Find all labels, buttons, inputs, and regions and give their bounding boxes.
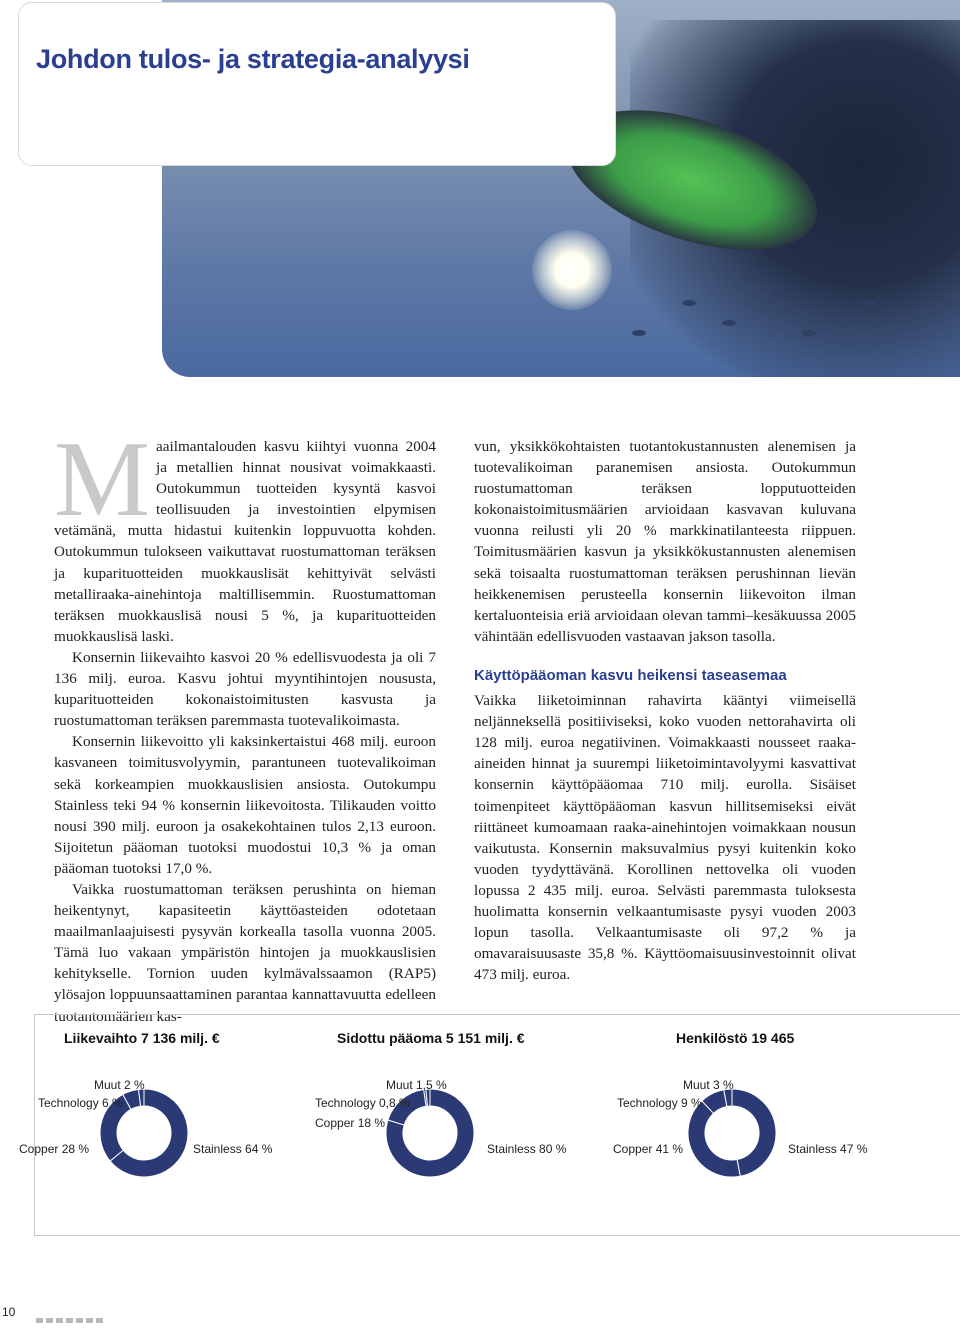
fish [722,320,736,326]
slice-label: Copper 18 % [315,1116,386,1130]
slice-label: Muut 2 % [94,1078,145,1092]
chart-title: Liikevaihto 7 136 milj. € [64,1030,220,1046]
slice-label: Copper 28 % [19,1142,90,1156]
page-decor-squares [36,1310,106,1328]
paragraph: Konsernin liikevaihto kasvoi 20 % edellisvuodesta ja oli 7 136 milj. euroa. Kasvu johtui myyntihintojen noususta, kuparituotteiden kokonaistoimitusten kasvusta ja ruostumattoman teräksen paremmasta tuotevalikoimasta. [54,648,436,730]
chart-title: Henkilöstö 19 465 [676,1030,795,1046]
donut-slice-stainless [732,1089,776,1176]
fish [632,330,646,336]
fish [772,290,786,296]
diver-light [532,230,612,310]
slice-label: Technology 9 % [617,1096,702,1110]
slice-label: Technology 0,8 % [315,1096,410,1110]
fish [802,330,816,336]
slice-label: Muut 3 % [683,1078,734,1092]
slice-label: Muut 1,5 % [386,1078,447,1092]
page-title: Johdon tulos- ja strategia-analyysi [36,44,470,74]
chart-title: Sidottu pääoma 5 151 milj. € [337,1030,525,1046]
section-heading: Käyttöpääoman kasvu heikensi taseasemaa [474,666,787,684]
fish [682,300,696,306]
title-box [18,2,616,166]
slice-label: Technology 6 % [38,1096,123,1110]
fish [862,300,876,306]
page-number: 10 [2,1305,16,1319]
paragraph: vun, yksikkökohtaisten tuotantokustannusten alenemisen ja tuotevalikoiman paranemisen ansiosta. Outokummun ruostumattoman teräksen lopputuotteiden kokonaistoimitusmäärien arvioidaan kasvavan kuluvana vuonna reilusti yli 20 % markkinatilanteesta riippuen. Toimitusmäärien kasvun ja yksikkökustannusten alenemisen sekä toisaalta ruostumattoman teräksen perushinnan lievän heikkenemisen perusteella konsernin liikevoiton ilman kertaluonteisia eriä arvioidaan olevan tammi–kesäkuussa 2005 vähintään edellisvuoden vastaavan jakson tasolla. [474,438,856,645]
paragraph: Vaikka liiketoiminnan rahavirta kääntyi viimeisellä neljänneksellä positiiviseksi, koko vuoden nettorahavirta oli 128 milj. euroa negatiivinen. Voimakkaasti nousseet raaka-aineiden hinnat ja suurempi liiketoimintavolyymi kasvattivat konsernin käyttöpääomaa 710 milj. eurolla. Sisäiset toimenpiteet käyttöpääoman kasvun hillitsemiseksi eivät riittäneet kumoamaan raaka-ainehintojen voimakkaan nousun vaikutusta. Konsernin maksuvalmius pysyi kuitenkin koko vuoden tyydyttävänä. Korollinen nettovelka oli vuoden lopussa 2 435 milj. euroa. Selvästi paremmasta tuloksesta huolimatta konsernin velkaantumisaste pysyi vuoden 2003 lopun tasolla. Velkaantumisaste oli 97,2 % ja omavaraisuusaste 35,8 %. Käyttöomaisuusinvestoinnit olivat 473 milj. euroa. [474,692,856,984]
paragraph: Konsernin liikevoitto yli kaksinkertaistui 468 milj. euroon kasvaneen toimitusvolyymin, parantuneen tuotevalikoiman sekä korkeampien muokkauslisien ansiosta. Outokumpu Stainless teki 94 % konsernin liikevoitosta. Tilikauden voitto nousi 390 milj. euroon ja osakekohtainen tulos 2,13 euroon. Sijoitetun pääoman tuotoksi muodostui 10,3 % ja oman pääoman tuotoksi 17,0 %. [54,733,436,877]
slice-label: Copper 41 % [613,1142,684,1156]
slice-label: Stainless 80 % [487,1142,567,1156]
slice-label: Stainless 64 % [193,1142,273,1156]
slice-label: Stainless 47 % [788,1142,868,1156]
paragraph: Vaikka ruostumattoman teräksen perushinta on hieman heikentynyt, kapasiteetin käyttöasteiden odotetaan maailmanlaajuisesti pysyvän korkealla tasolla vuonna 2005. Tämä luo vakaan ympäristön hintojen ja muokkauslisien kehitykselle. Tornion uuden kylmävalssaamon (RAP5) ylösajon loppuunsaattaminen parantaa kannattavuutta edelleen tuotantomäärien kas- [54,880,436,1025]
article-column-1 [54,420,436,1027]
paragraph: aailmantalouden kasvu kiihtyi vuonna 2004 ja metallien hinnat nousivat voimakkaasti. Outokummun tuotteiden kysyntä kasvoi teollisuuden ja investointien elpymisen vetämänä, mutta hidastui kuitenkin loppuvuotta kohden. Outokummun tulokseen vaikuttavat ruostumattoman teräksen ja kuparituotteiden muokkauslisät kehittyivät selvästi metalliraaka-ainehintoja maltillisemmin. Ruostumattoman teräksen muokkauslisä nousi 5 %, ja kuparituotteiden muokkauslisä laski. [54,438,436,645]
article-column-2 [474,436,856,985]
drop-cap: M [54,420,151,539]
